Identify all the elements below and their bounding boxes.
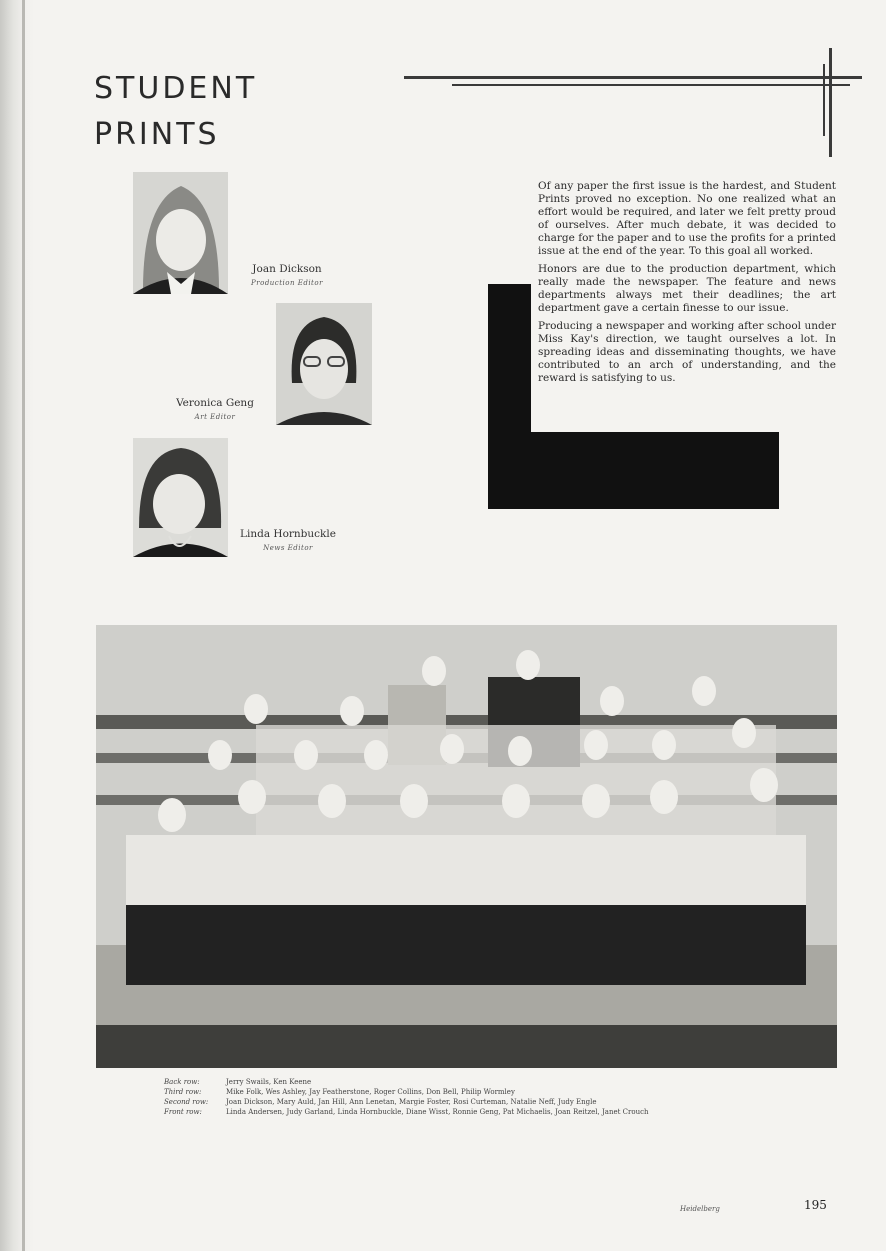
row-label: Second row:: [164, 1098, 209, 1106]
caption-row-third: [164, 1087, 649, 1097]
row-names: Linda Andersen, Judy Garland, Linda Hornbuckle, Diane Wisst, Ronnie Geng, Pat Michaelis, Joan Reitzel, Janet Crouch: [226, 1108, 649, 1116]
portrait-image: [276, 303, 372, 425]
page-binding-edge: [0, 0, 34, 1251]
editor-portrait-photo: [133, 172, 228, 294]
row-names: Joan Dickson, Mary Auld, Jan Hill, Ann Lenetan, Margie Foster, Rosi Curteman, Natalie Neff, Judy Engle: [226, 1098, 597, 1106]
row-names: Mike Folk, Wes Ashley, Jay Featherstone, Roger Collins, Don Bell, Philip Wormley: [226, 1088, 515, 1096]
page-number: 195: [804, 1198, 827, 1212]
portrait-image: [133, 438, 228, 557]
section-title: [94, 66, 257, 158]
group-photo-image: [96, 625, 837, 1068]
editor-portrait-photo: [276, 303, 372, 425]
editor-name: Linda Hornbuckle: [240, 528, 336, 540]
editor-name: Joan Dickson: [252, 263, 322, 275]
article-paragraph: Producing a newspaper and working after school under Miss Kay's direction, we taught ourselves a lot. In spreading ideas and disseminating thoughts, we have contributed to an arch of understanding, and the reward is satisfying to us.: [538, 320, 836, 384]
article-paragraph: Of any paper the first issue is the hardest, and Student Prints proved no exception. No one realized what an effort would be required, and later we felt pretty proud of ourselves. After much debate, it was decided to charge for the paper and to use the profits for a printed issue at the end of the year. To this goal all worked.: [538, 180, 836, 257]
section-title-line-2: PRINTS: [94, 117, 220, 152]
article-text: [538, 180, 836, 390]
footer-book-name: Heidelberg: [680, 1205, 720, 1213]
vertical-rule-long: [829, 48, 832, 157]
group-photo: [96, 625, 837, 1068]
editor-caption: [232, 527, 344, 555]
editor-caption: [232, 262, 342, 290]
binding-shadow-line: [22, 0, 25, 1251]
group-photo-caption: [164, 1077, 649, 1117]
editor-role: News Editor: [263, 544, 313, 552]
editor-portrait-photo: [133, 438, 228, 557]
editor-caption: [158, 396, 272, 424]
row-label: Front row:: [164, 1108, 202, 1116]
row-label: Third row:: [164, 1088, 202, 1096]
row-label: Back row:: [164, 1078, 200, 1086]
row-names: Jerry Swails, Ken Keene: [226, 1078, 312, 1086]
horizontal-rule-bottom: [452, 84, 850, 86]
section-title-line-1: STUDENT: [94, 71, 258, 106]
caption-row-front: [164, 1107, 649, 1117]
editor-name: Veronica Geng: [176, 397, 254, 409]
editor-role: Production Editor: [251, 279, 323, 287]
caption-row-back: [164, 1077, 649, 1087]
decorative-block-horizontal: [488, 432, 779, 509]
vertical-rule-short: [823, 64, 825, 136]
article-paragraph: Honors are due to the production department, which really made the newspaper. The feature and news departments always met their deadlines; the art department gave a certain finesse to our issue.: [538, 263, 836, 314]
portrait-image: [133, 172, 228, 294]
editor-role: Art Editor: [194, 413, 236, 421]
horizontal-rule-top: [404, 76, 862, 79]
caption-row-second: [164, 1097, 649, 1107]
